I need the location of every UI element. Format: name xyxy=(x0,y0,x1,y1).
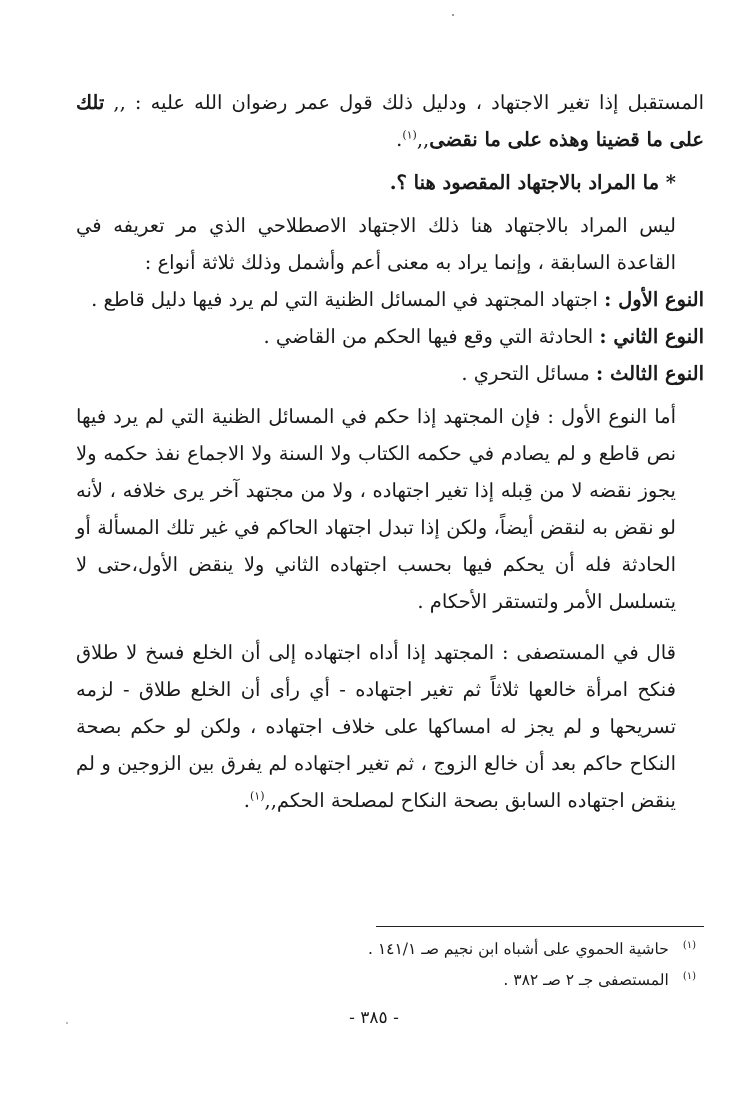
paragraph-4 xyxy=(76,634,704,819)
quote-bold: تلك على ما قضينا وهذه على ما نقضى xyxy=(76,91,704,151)
paragraph-1 xyxy=(76,84,704,158)
footnote-item xyxy=(76,934,696,965)
type-2-label: النوع الثاني : xyxy=(599,325,704,348)
type-1-text: اجتهاد المجتهد في المسائل الظنية التي لم يرد فيها دليل قاطع . xyxy=(91,288,598,311)
type-1-label: النوع الأول : xyxy=(604,288,704,311)
type-3-line xyxy=(76,355,704,392)
paragraph-2: ليس المراد بالاجتهاد هنا ذلك الاجتهاد الاصطلاحي الذي مر تعريفه في القاعدة السابقة ، وإنما يراد به معنى أعم وأشمل وذلك ثلاثة أنواع : xyxy=(76,214,676,274)
footnote-ref-1: (١) xyxy=(402,128,417,142)
type-2-line xyxy=(76,318,704,355)
footnote-number: (١) xyxy=(682,970,696,982)
section-question: * ما المراد بالاجتهاد المقصود هنا ؟. xyxy=(389,171,676,194)
type-1-line xyxy=(76,281,704,318)
paragraph-4-text: قال في المستصفى : المجتهد إذا أداه اجتهاده إلى أن الخلع فسخ لا طلاق فنكح امرأة خالعها ثلاثاً ثم تغير اجتهاده - أي رأى أن الخلع طلاق - لزمه تسريحها و لم يجز له امساكها على خلاف اجتهاده ، ولكن لو حكم بصحة النكاح حاكم بعد أن خالع الزوج ، ثم تغير اجتهاده لم يفرق بين الزوجين و لم ينقض اجتهاده السابق بصحة النكاح لمصلحة الحكم xyxy=(76,641,676,812)
page-body xyxy=(76,84,704,819)
footnotes xyxy=(76,934,696,996)
scan-speck xyxy=(66,1022,68,1024)
paragraph-3: أما النوع الأول : فإن المجتهد إذا حكم في المسائل الظنية التي لم يرد فيها نص قاطع و لم يصادم في حكمه الكتاب ولا السنة ولا الاجماع نفذ حكمه ولا يجوز نقضه لا من قِبله إذا تغير اجتهاده ، ولا من مجتهد آخر يرى خلافه ، لأنه لو نقض به لنقض أيضاً، ولكن إذا تبدل اجتهاد الحاكم في غير تلك المسألة أو الحادثة فله أن يحكم فيها بحسب اجتهاده الثاني ولا ينقض الأول،حتى لا يتسلسل الأمر ولتستقر الأحكام . xyxy=(76,405,676,613)
footnote-ref-2: (١) xyxy=(250,789,265,803)
footnote-text: حاشية الحموي على أشباه ابن نجيم صـ ١٤١/١ . xyxy=(367,940,669,958)
scan-speck xyxy=(452,14,454,16)
footnote-separator xyxy=(376,926,704,927)
paragraph-1-text: المستقبل إذا تغير الاجتهاد ، ودليل ذلك قول عمر رضوان الله عليه : ,, xyxy=(104,91,704,114)
quote-close: ,, xyxy=(416,128,430,151)
footnote-item xyxy=(76,965,696,996)
type-3-text: مسائل التحري . xyxy=(461,362,590,385)
paragraph-1-dot: . xyxy=(396,128,403,151)
page-number: - ٣٨٥ - xyxy=(349,1008,399,1028)
type-3-label: النوع الثالث : xyxy=(595,362,704,385)
type-2-text: الحادثة التي وقع فيها الحكم من القاضي . xyxy=(263,325,594,348)
footnote-text: المستصفى جـ ٢ صـ ٣٨٢ . xyxy=(503,971,669,989)
footnote-number: (١) xyxy=(682,939,696,951)
quote-close-2: ,, xyxy=(264,789,277,812)
paragraph-4-dot: . xyxy=(243,789,250,812)
